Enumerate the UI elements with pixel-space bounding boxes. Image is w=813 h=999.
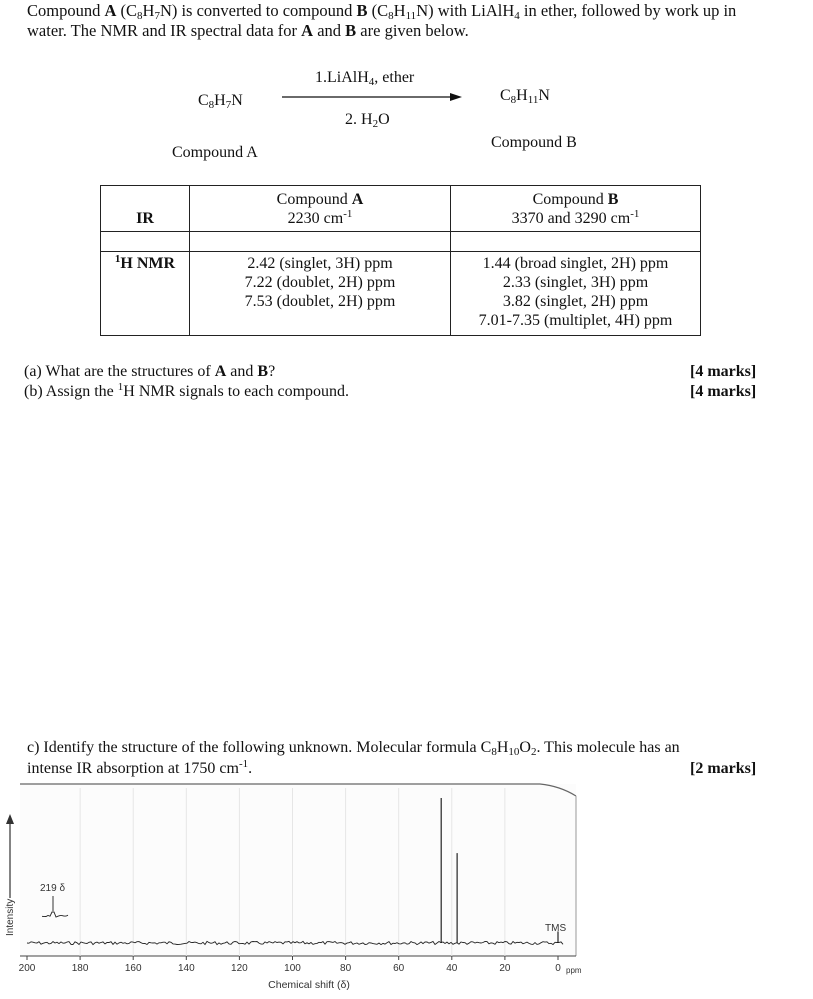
reagent-step-1: 1.LiAlH$_4$, ether [315,69,415,88]
x-tick-label: 80 [340,963,352,974]
inset-peak-label: 219 δ [40,883,66,894]
spectrum-ticks [19,956,562,974]
intro-line-1: Compound A $(C_8H_7N)$ is converted to compound B $(C_8H_{11}N)$ with LiAlH$_4$ in ether, followed by work up in [27,1,737,22]
x-tick-label: 0 [555,963,561,974]
y-axis-label: Intensity [5,898,16,936]
compound-a-nmr-cell: 2.42 (singlet, 3H) ppm 7.22 (doublet, 2H) ppm 7.53 (doublet, 2H) ppm [190,252,451,336]
intro-line-2: water. The NMR and IR spectral data for A and B are given below. [27,21,469,40]
question-a-marks: [4 marks] [690,363,757,380]
table-row [101,232,701,252]
question-b-marks: [4 marks] [690,383,757,400]
reagent-step-2: 2. $H_2O$ [345,111,390,130]
intensity-axis [6,814,14,898]
x-tick-label: 20 [499,963,511,974]
x-tick-label: 100 [284,963,301,974]
product-formula: $C_8H_{11}N$ [500,87,550,106]
question-c-line-1: c) Identify the structure of the following unknown. Molecular formula $C_8H_{10}O_2$. This molecule has an [27,739,680,758]
x-tick-label: 200 [18,963,36,974]
reaction-arrow [282,91,464,103]
spectral-data-table [100,185,701,336]
x-axis-label: Chemical shift (δ) [268,979,350,991]
question-c-line-2: intense IR absorption at 1750 $cm^{-1}$. [27,758,253,777]
x-tick-label: 120 [231,963,248,974]
question-a: (a) What are the structures of A and B? [24,363,276,380]
table-row [101,252,701,336]
spectrum-background [20,784,576,956]
x-tick-label: 60 [393,963,405,974]
x-tick-label: 160 [124,963,142,974]
ir-label-cell: IR [101,186,190,232]
reactant-formula: $C_8H_7N$ [198,92,243,111]
x-tick-label: 140 [177,963,195,974]
x-tick-label: 180 [71,963,89,974]
compound-b-nmr-cell: 1.44 (broad singlet, 2H) ppm 2.33 (singlet, 3H) ppm 3.82 (singlet, 2H) ppm 7.01-7.35 (multiplet, 4H) ppm [451,252,701,336]
question-c-marks: [2 marks] [690,760,757,777]
ppm-unit-label: ppm [566,966,582,975]
question-b: (b) Assign the $^1$H NMR signals to each compound. [24,381,350,400]
compound-a-label: Compound A [172,144,258,161]
x-tick-label: 40 [446,963,458,974]
table-row [101,186,701,232]
tms-label: TMS [545,923,567,934]
compound-b-label: Compound B [491,134,577,151]
nmr-label-cell: $^1$H NMR [101,252,190,336]
compound-a-ir-cell: Compound A 2230 $cm^{-1}$ [190,186,451,232]
nmr-spectrum-chart [0,778,600,999]
compound-b-ir-cell: Compound B 3370 and 3290 $cm^{-1}$ [451,186,701,232]
